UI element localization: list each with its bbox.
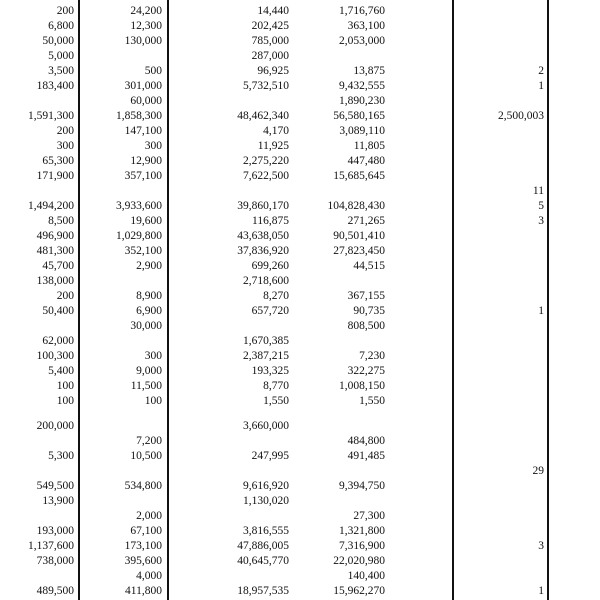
table-row	[0, 449, 600, 464]
table-cell-c1: 6,800	[48, 20, 74, 32]
table-cell-c4: 271,265	[347, 215, 385, 227]
table-row	[0, 19, 600, 34]
table-cell-c1: 5,300	[48, 450, 74, 462]
table-cell-c4: 2,053,000	[339, 35, 385, 47]
table-cell-c3: 40,645,770	[237, 555, 289, 567]
table-cell-c2: 4,000	[136, 570, 162, 582]
table-row	[0, 569, 600, 584]
table-cell-c3: 39,860,170	[237, 200, 289, 212]
table-cell-c4: 367,155	[347, 290, 385, 302]
table-cell-c4: 90,501,410	[333, 230, 385, 242]
table-cell-c4: 15,685,645	[333, 170, 385, 182]
table-row	[0, 584, 600, 599]
table-cell-c1: 200,000	[36, 420, 74, 432]
table-cell-c2: 19,600	[130, 215, 162, 227]
table-cell-c1: 8,500	[48, 215, 74, 227]
table-cell-c4: 322,275	[347, 365, 385, 377]
table-cell-c3: 116,875	[252, 215, 289, 227]
table-cell-c2: 534,800	[124, 480, 162, 492]
table-cell-c3: 193,325	[251, 365, 289, 377]
table-cell-c3: 699,260	[251, 260, 289, 272]
table-cell-c4: 1,321,800	[339, 525, 385, 537]
table-row	[0, 49, 600, 64]
table-cell-c2: 7,200	[136, 435, 162, 447]
table-cell-c1: 1,591,300	[28, 110, 74, 122]
table-cell-c4: 1,008,150	[339, 380, 385, 392]
table-cell-c2: 395,600	[124, 555, 162, 567]
table-cell-c5: 11	[532, 185, 544, 197]
table-cell-c1: 183,400	[36, 80, 74, 92]
table-row	[0, 4, 600, 19]
table-cell-c1: 65,300	[42, 155, 74, 167]
table-cell-c4: 7,230	[359, 350, 385, 362]
table-cell-c3: 1,550	[263, 395, 289, 407]
table-cell-c1: 200	[56, 125, 74, 137]
table-cell-c5: 2,500,003	[498, 110, 544, 122]
table-row	[0, 419, 600, 434]
table-cell-c4: 7,316,900	[339, 540, 385, 552]
table-row	[0, 64, 600, 79]
table-cell-c2: 2,900	[136, 260, 162, 272]
table-cell-c1: 5,000	[48, 50, 74, 62]
table-cell-c1: 496,900	[36, 230, 74, 242]
table-cell-c3: 8,270	[263, 290, 289, 302]
table-cell-c5: 3	[538, 540, 544, 552]
table-row	[0, 139, 600, 154]
table-cell-c3: 48,462,340	[237, 110, 289, 122]
table-row	[0, 349, 600, 364]
table-cell-c4: 447,480	[347, 155, 385, 167]
table-cell-c1: 100	[56, 380, 74, 392]
table-cell-c1: 171,900	[36, 170, 74, 182]
table-cell-c3: 3,660,000	[243, 420, 289, 432]
table-cell-c3: 5,732,510	[243, 80, 289, 92]
table-cell-c1: 549,500	[36, 480, 74, 492]
table-row	[0, 274, 600, 289]
table-cell-c2: 12,900	[130, 155, 162, 167]
table-row	[0, 394, 600, 409]
table-row	[0, 289, 600, 304]
table-cell-c1: 738,000	[36, 555, 74, 567]
table-cell-c3: 785,000	[251, 35, 289, 47]
table-cell-c3: 43,638,050	[237, 230, 289, 242]
table-row	[0, 334, 600, 349]
table-cell-c3: 2,718,600	[243, 275, 289, 287]
table-cell-c2: 24,200	[130, 5, 162, 17]
table-row	[0, 364, 600, 379]
table-cell-c2: 300	[144, 350, 162, 362]
table-cell-c2: 1,029,800	[116, 230, 162, 242]
table-row	[0, 554, 600, 569]
table-row	[0, 524, 600, 539]
table-cell-c2: 3,933,600	[116, 200, 162, 212]
table-cell-c3: 2,275,220	[243, 155, 289, 167]
table-row	[0, 494, 600, 509]
table-cell-c2: 2,000	[136, 510, 162, 522]
table-row	[0, 229, 600, 244]
table-cell-c2: 1,858,300	[116, 110, 162, 122]
table-row	[0, 199, 600, 214]
table-cell-c4: 1,550	[359, 395, 385, 407]
table-cell-c2: 100	[144, 395, 162, 407]
table-cell-c4: 484,800	[347, 435, 385, 447]
table-cell-c4: 3,089,110	[339, 125, 385, 137]
table-cell-c2: 30,000	[130, 320, 162, 332]
table-cell-c3: 1,130,020	[243, 495, 289, 507]
table-cell-c3: 37,836,920	[237, 245, 289, 257]
table-cell-c1: 3,500	[48, 65, 74, 77]
table-cell-c3: 287,000	[251, 50, 289, 62]
table-cell-c5: 1	[538, 80, 544, 92]
table-cell-c1: 13,900	[42, 495, 74, 507]
table-row	[0, 259, 600, 274]
table-row	[0, 154, 600, 169]
table-cell-c2: 6,900	[136, 305, 162, 317]
table-cell-c2: 352,100	[124, 245, 162, 257]
table-row	[0, 109, 600, 124]
table-cell-c2: 11,500	[130, 380, 162, 392]
table-cell-c3: 3,816,555	[243, 525, 289, 537]
table-cell-c5: 5	[538, 200, 544, 212]
table-cell-c4: 15,962,270	[333, 585, 385, 597]
table-row	[0, 379, 600, 394]
table-cell-c4: 56,580,165	[333, 110, 385, 122]
table-cell-c1: 5,400	[48, 365, 74, 377]
table-cell-c1: 138,000	[36, 275, 74, 287]
table-row	[0, 319, 600, 334]
table-cell-c1: 481,300	[36, 245, 74, 257]
table-cell-c4: 44,515	[353, 260, 385, 272]
table-cell-c5: 1	[538, 305, 544, 317]
table-row	[0, 124, 600, 139]
table-cell-c3: 96,925	[257, 65, 289, 77]
table-cell-c4: 9,394,750	[339, 480, 385, 492]
table-cell-c1: 50,000	[42, 35, 74, 47]
table-cell-c3: 7,622,500	[243, 170, 289, 182]
table-cell-c3: 202,425	[251, 20, 289, 32]
table-row	[0, 304, 600, 319]
table-cell-c5: 29	[532, 465, 544, 477]
table-row	[0, 184, 600, 199]
table-cell-c1: 200	[56, 5, 74, 17]
table-cell-c3: 1,670,385	[243, 335, 289, 347]
table-cell-c3: 2,387,215	[243, 350, 289, 362]
table-cell-c3: 11,925	[257, 140, 289, 152]
table-cell-c1: 1,137,600	[28, 540, 74, 552]
table-cell-c4: 9,432,555	[339, 80, 385, 92]
table-cell-c2: 147,100	[124, 125, 162, 137]
table-row	[0, 509, 600, 524]
table-cell-c5: 2	[538, 65, 544, 77]
table-cell-c1: 200	[56, 290, 74, 302]
table-cell-c3: 47,886,005	[237, 540, 289, 552]
table-cell-c4: 90,735	[353, 305, 385, 317]
table-cell-c4: 27,300	[353, 510, 385, 522]
table-cell-c2: 300	[144, 140, 162, 152]
table-cell-c2: 12,300	[130, 20, 162, 32]
table-row	[0, 214, 600, 229]
table-cell-c2: 130,000	[124, 35, 162, 47]
table-cell-c1: 62,000	[42, 335, 74, 347]
table-cell-c4: 22,020,980	[333, 555, 385, 567]
table-row	[0, 464, 600, 479]
table-row	[0, 34, 600, 49]
table-row	[0, 434, 600, 449]
table-cell-c3: 14,440	[257, 5, 289, 17]
table-cell-c4: 491,485	[347, 450, 385, 462]
table-cell-c4: 1,890,230	[339, 95, 385, 107]
table-cell-c4: 808,500	[347, 320, 385, 332]
table-cell-c3: 8,770	[263, 380, 289, 392]
table-cell-c3: 4,170	[263, 125, 289, 137]
table-cell-c1: 489,500	[36, 585, 74, 597]
table-cell-c3: 247,995	[251, 450, 289, 462]
table-cell-c1: 193,000	[36, 525, 74, 537]
table-cell-c1: 50,400	[42, 305, 74, 317]
table-cell-c2: 301,000	[124, 80, 162, 92]
table-cell-c3: 9,616,920	[243, 480, 289, 492]
table-cell-c2: 500	[144, 65, 162, 77]
table-cell-c4: 363,100	[347, 20, 385, 32]
table-cell-c5: 3	[538, 215, 544, 227]
table-cell-c2: 357,100	[124, 170, 162, 182]
table-cell-c2: 9,000	[136, 365, 162, 377]
table-cell-c2: 10,500	[130, 450, 162, 462]
table-cell-c2: 411,800	[125, 585, 162, 597]
table-cell-c1: 100,300	[36, 350, 74, 362]
table-cell-c4: 13,875	[353, 65, 385, 77]
table-cell-c4: 104,828,430	[327, 200, 385, 212]
table-cell-c4: 11,805	[353, 140, 385, 152]
table-cell-c3: 18,957,535	[237, 585, 289, 597]
table-cell-c2: 173,100	[124, 540, 162, 552]
table-cell-c1: 300	[56, 140, 74, 152]
table-cell-c2: 67,100	[130, 525, 162, 537]
table-row	[0, 539, 600, 554]
table-cell-c2: 60,000	[130, 95, 162, 107]
table-cell-c1: 100	[56, 395, 74, 407]
table-cell-c4: 140,400	[347, 570, 385, 582]
table-row	[0, 94, 600, 109]
table-cell-c5: 1	[538, 585, 544, 597]
table-cell-c1: 1,494,200	[28, 200, 74, 212]
table-row	[0, 79, 600, 94]
table-cell-c2: 8,900	[136, 290, 162, 302]
table-cell-c4: 1,716,760	[339, 5, 385, 17]
table-row	[0, 244, 600, 259]
table-cell-c3: 657,720	[251, 305, 289, 317]
table-row	[0, 169, 600, 184]
table-cell-c1: 45,700	[42, 260, 74, 272]
table-row	[0, 479, 600, 494]
table-cell-c4: 27,823,450	[333, 245, 385, 257]
